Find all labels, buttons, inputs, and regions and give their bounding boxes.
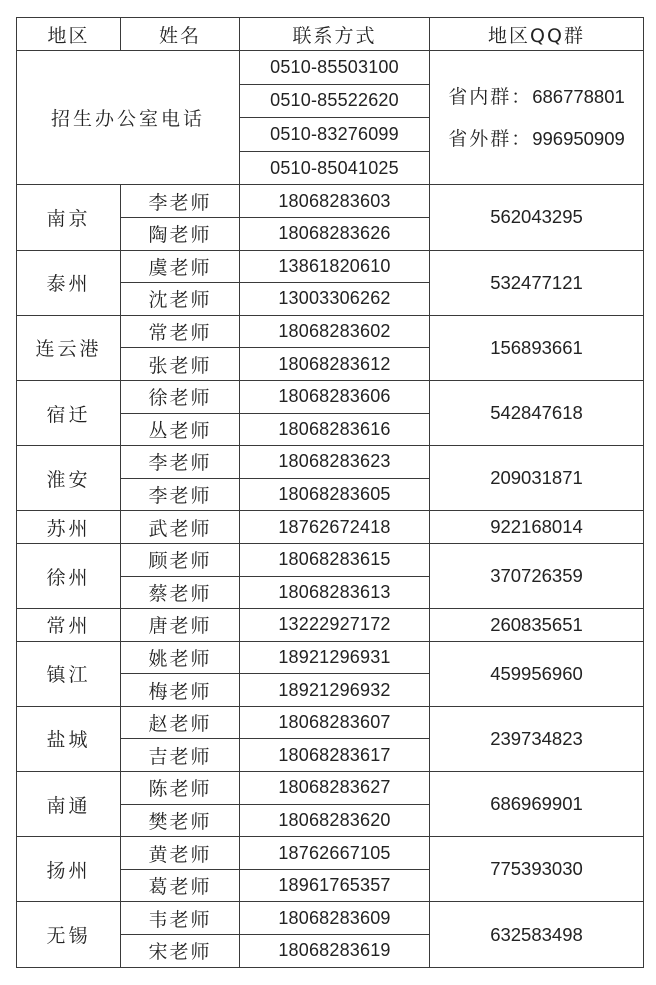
table-row [17, 706, 644, 739]
header-name: 姓名 [121, 18, 240, 51]
teacher-name: 丛老师 [121, 413, 240, 446]
teacher-phone: 13222927172 [240, 609, 430, 642]
table-row [17, 902, 644, 935]
table-row [17, 641, 644, 674]
teacher-name: 陶老师 [121, 217, 240, 250]
teacher-phone: 18921296931 [240, 641, 430, 674]
table-row [17, 772, 644, 805]
region-cell: 南京 [17, 185, 121, 250]
qq-group-number: 686969901 [430, 772, 644, 837]
teacher-phone: 13003306262 [240, 283, 430, 316]
qq-group-number: 562043295 [430, 185, 644, 250]
region-cell: 盐城 [17, 706, 121, 771]
teacher-name: 武老师 [121, 511, 240, 544]
teacher-name: 葛老师 [121, 869, 240, 902]
teacher-name: 陈老师 [121, 772, 240, 805]
teacher-phone: 18068283603 [240, 185, 430, 218]
teacher-phone: 18068283627 [240, 772, 430, 805]
office-phone: 0510-83276099 [240, 118, 430, 152]
region-cell: 镇江 [17, 641, 121, 706]
table-row [17, 315, 644, 348]
office-row [17, 51, 644, 85]
office-phone: 0510-85522620 [240, 84, 430, 118]
teacher-name: 虞老师 [121, 250, 240, 283]
teacher-phone: 18068283606 [240, 380, 430, 413]
teacher-phone: 18762667105 [240, 837, 430, 870]
teacher-name: 沈老师 [121, 283, 240, 316]
teacher-name: 梅老师 [121, 674, 240, 707]
table-row [17, 380, 644, 413]
teacher-name: 蔡老师 [121, 576, 240, 609]
header-region: 地区 [17, 18, 121, 51]
table-row [17, 185, 644, 218]
teacher-phone: 18068283623 [240, 446, 430, 479]
region-cell: 扬州 [17, 837, 121, 902]
table-body [17, 51, 644, 968]
table-row [17, 250, 644, 283]
qq-group-number: 532477121 [430, 250, 644, 315]
teacher-name: 姚老师 [121, 641, 240, 674]
teacher-phone: 18068283616 [240, 413, 430, 446]
qq-groups-cell [430, 51, 644, 185]
teacher-phone: 18068283609 [240, 902, 430, 935]
office-phone: 0510-85503100 [240, 51, 430, 85]
region-cell: 淮安 [17, 446, 121, 511]
qq-group-number: 459956960 [430, 641, 644, 706]
region-cell: 苏州 [17, 511, 121, 544]
teacher-name: 张老师 [121, 348, 240, 381]
region-cell: 徐州 [17, 543, 121, 608]
teacher-phone: 18068283602 [240, 315, 430, 348]
teacher-phone: 18068283619 [240, 935, 430, 968]
contact-table-container [16, 17, 644, 968]
region-cell: 南通 [17, 772, 121, 837]
teacher-name: 李老师 [121, 478, 240, 511]
teacher-phone: 18068283617 [240, 739, 430, 772]
teacher-phone: 13861820610 [240, 250, 430, 283]
office-phone: 0510-85041025 [240, 151, 430, 185]
teacher-phone: 18921296932 [240, 674, 430, 707]
region-cell: 宿迁 [17, 380, 121, 445]
teacher-phone: 18068283612 [240, 348, 430, 381]
teacher-name: 韦老师 [121, 902, 240, 935]
qq-group-number: 156893661 [430, 315, 644, 380]
teacher-name: 黄老师 [121, 837, 240, 870]
teacher-name: 李老师 [121, 446, 240, 479]
provincial-group [430, 76, 643, 118]
qq-group-number: 209031871 [430, 446, 644, 511]
header-qq-group: 地区QQ群 [430, 18, 644, 51]
office-label: 招生办公室电话 [17, 51, 240, 185]
qq-group-number: 260835651 [430, 609, 644, 642]
qq-group-number: 542847618 [430, 380, 644, 445]
region-cell: 泰州 [17, 250, 121, 315]
teacher-phone: 18068283605 [240, 478, 430, 511]
qq-group-number: 775393030 [430, 837, 644, 902]
teacher-phone: 18961765357 [240, 869, 430, 902]
header-row [17, 18, 644, 51]
teacher-name: 常老师 [121, 315, 240, 348]
table-row [17, 446, 644, 479]
contact-table [16, 17, 644, 968]
teacher-name: 吉老师 [121, 739, 240, 772]
teacher-name: 赵老师 [121, 706, 240, 739]
group-label: 省内群： [448, 85, 533, 108]
teacher-name: 宋老师 [121, 935, 240, 968]
teacher-name: 顾老师 [121, 543, 240, 576]
group-number: 686778801 [532, 85, 625, 107]
group-number: 996950909 [532, 127, 625, 149]
teacher-phone: 18762672418 [240, 511, 430, 544]
teacher-name: 徐老师 [121, 380, 240, 413]
group-label: 省外群： [448, 127, 533, 150]
out-of-province-group [430, 118, 643, 160]
qq-group-number: 922168014 [430, 511, 644, 544]
qq-group-number: 370726359 [430, 543, 644, 608]
table-row [17, 543, 644, 576]
region-cell: 常州 [17, 609, 121, 642]
teacher-name: 李老师 [121, 185, 240, 218]
teacher-name: 樊老师 [121, 804, 240, 837]
teacher-phone: 18068283626 [240, 217, 430, 250]
teacher-name: 唐老师 [121, 609, 240, 642]
qq-group-number: 239734823 [430, 706, 644, 771]
header-contact: 联系方式 [240, 18, 430, 51]
teacher-phone: 18068283615 [240, 543, 430, 576]
qq-group-number: 632583498 [430, 902, 644, 967]
teacher-phone: 18068283620 [240, 804, 430, 837]
table-row [17, 837, 644, 870]
teacher-phone: 18068283613 [240, 576, 430, 609]
region-cell: 连云港 [17, 315, 121, 380]
table-row [17, 609, 644, 642]
teacher-phone: 18068283607 [240, 706, 430, 739]
table-row [17, 511, 644, 544]
region-cell: 无锡 [17, 902, 121, 967]
